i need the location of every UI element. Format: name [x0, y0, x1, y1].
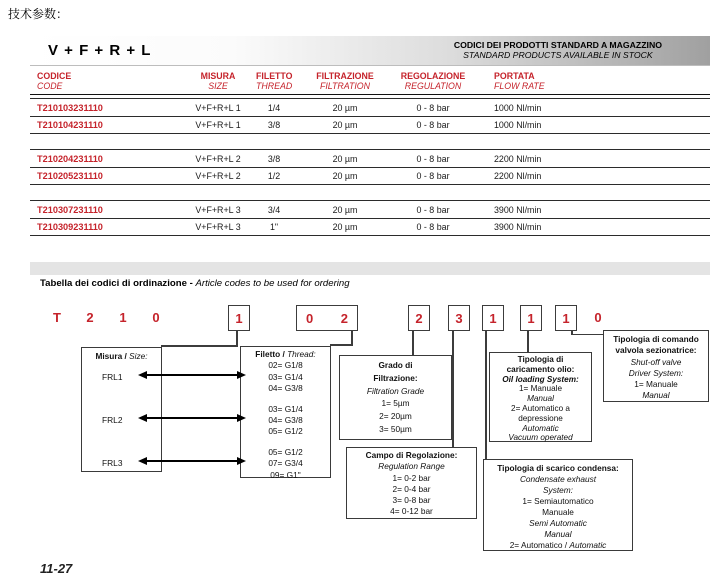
shutoff-valve-legend-box: Tipologia di comando valvola sezionatrice: Shut-off valve Driver System: 1= Manuale Manual [603, 330, 709, 402]
table-group-frl3 [30, 200, 710, 236]
products-table [30, 66, 710, 236]
condensate-legend-box: Tipologia di scarico condensa: Condensate exhaust System: 1= Semiautomatico Manuale Semi Automatic Manual 2= Automatico / Automatic [483, 459, 633, 551]
connector-line [330, 344, 353, 346]
code-digit-prefix: 2 [86, 310, 94, 325]
size-item-frl2: FRL2 [102, 415, 123, 425]
col-header-regulation: REGOLAZIONE REGULATION [400, 71, 466, 91]
table-group-frl1 [30, 98, 710, 134]
table-row: T210104231110 V+F+R+L 1 3/8 20 µm 0 - 8 bar 1000 Nl/min [30, 116, 710, 134]
ordering-title-it: Tabella dei codici di ordinazione - [40, 278, 196, 289]
size-legend-box: Misura / Size: FRL1 FRL2 FRL3 [81, 347, 162, 472]
size-item-frl3: FRL3 [102, 458, 123, 468]
table-row: T210103231110 V+F+R+L 1 1/4 20 µm 0 - 8 bar 1000 Nl/min [30, 98, 710, 116]
size-item-frl1: FRL1 [102, 372, 123, 382]
col-header-flowrate: PORTATA FLOW RATE [494, 71, 545, 91]
table-header-row [30, 66, 710, 95]
code-digit-box-shutoff: 1 [555, 305, 577, 331]
regulation-legend-box: Campo di Regolazione: Regulation Range 1= 0-2 bar 2= 0-4 bar 3= 0-8 bar 4= 0-12 bar [346, 447, 477, 519]
code-digit-box-oil-loading: 1 [520, 305, 542, 331]
ordering-section-title [40, 278, 350, 289]
connector-line [236, 331, 238, 346]
col-header-filtration: FILTRAZIONE FILTRATION [316, 71, 374, 91]
code-digit-box-size: 1 [228, 305, 250, 331]
double-arrow-icon [147, 374, 237, 376]
double-arrow-icon [147, 417, 237, 419]
page-title: 技术参数： [8, 7, 69, 21]
col-header-code: CODICE CODE [37, 71, 72, 91]
ordering-title-en: Article codes to be used for ordering [195, 278, 350, 289]
code-digit-box-regulation: 3 [448, 305, 470, 331]
connector-line [527, 331, 529, 353]
thread-legend-box: Filetto / Thread: 02= G1/8 03= G1/4 04= G3/8 03= G1/4 04= G3/8 05= G1/2 05= G1/2 07= G3/4 09= G1" [240, 346, 331, 478]
connector-line [452, 331, 454, 448]
code-digit-box-thread: 0 2 [296, 305, 358, 331]
connector-line [412, 331, 414, 356]
stock-line-en: STANDARD PRODUCTS AVAILABLE IN STOCK [463, 50, 653, 60]
oil-loading-legend-box: Tipologia di caricamento olio: Oil loading System: 1= Manuale Manual 2= Automatico a depressione Automatic Vacuum operated [489, 352, 592, 442]
connector-line [161, 345, 238, 347]
code-digit-prefix: 0 [152, 310, 160, 325]
table-group-frl2 [30, 149, 710, 185]
col-header-thread: FILETTO THREAD [256, 71, 293, 91]
section-divider [30, 262, 710, 275]
connector-line [571, 334, 604, 336]
product-series-title: V + F + R + L [48, 42, 152, 59]
code-digit-prefix: 1 [119, 310, 127, 325]
double-arrow-icon [147, 460, 237, 462]
header-band [30, 36, 710, 66]
table-row: T210309231110 V+F+R+L 3 1" 20 µm 0 - 8 bar 3900 Nl/min [30, 218, 710, 236]
table-row: T210205231110 V+F+R+L 2 1/2 20 µm 0 - 8 bar 2200 Nl/min [30, 167, 710, 185]
code-digit-box-condensate: 1 [482, 305, 504, 331]
table-row: T210204231110 V+F+R+L 2 3/8 20 µm 0 - 8 bar 2200 Nl/min [30, 149, 710, 167]
table-row: T210307231110 V+F+R+L 3 3/4 20 µm 0 - 8 bar 3900 Nl/min [30, 200, 710, 218]
stock-line-it: CODICI DEI PRODOTTI STANDARD A MAGAZZINO [453, 40, 662, 50]
page-number: 11-27 [40, 561, 73, 576]
filtration-legend-box: Grado di Filtrazione: Filtration Grade 1= 5µm 2= 20µm 3= 50µm [339, 355, 452, 440]
code-digit-last: 0 [594, 310, 602, 325]
stock-header [454, 40, 662, 60]
code-digit-box-filtration: 2 [408, 305, 430, 331]
col-header-size: MISURA SIZE [200, 71, 236, 91]
connector-line [485, 331, 487, 460]
code-digit-prefix: T [53, 310, 61, 325]
